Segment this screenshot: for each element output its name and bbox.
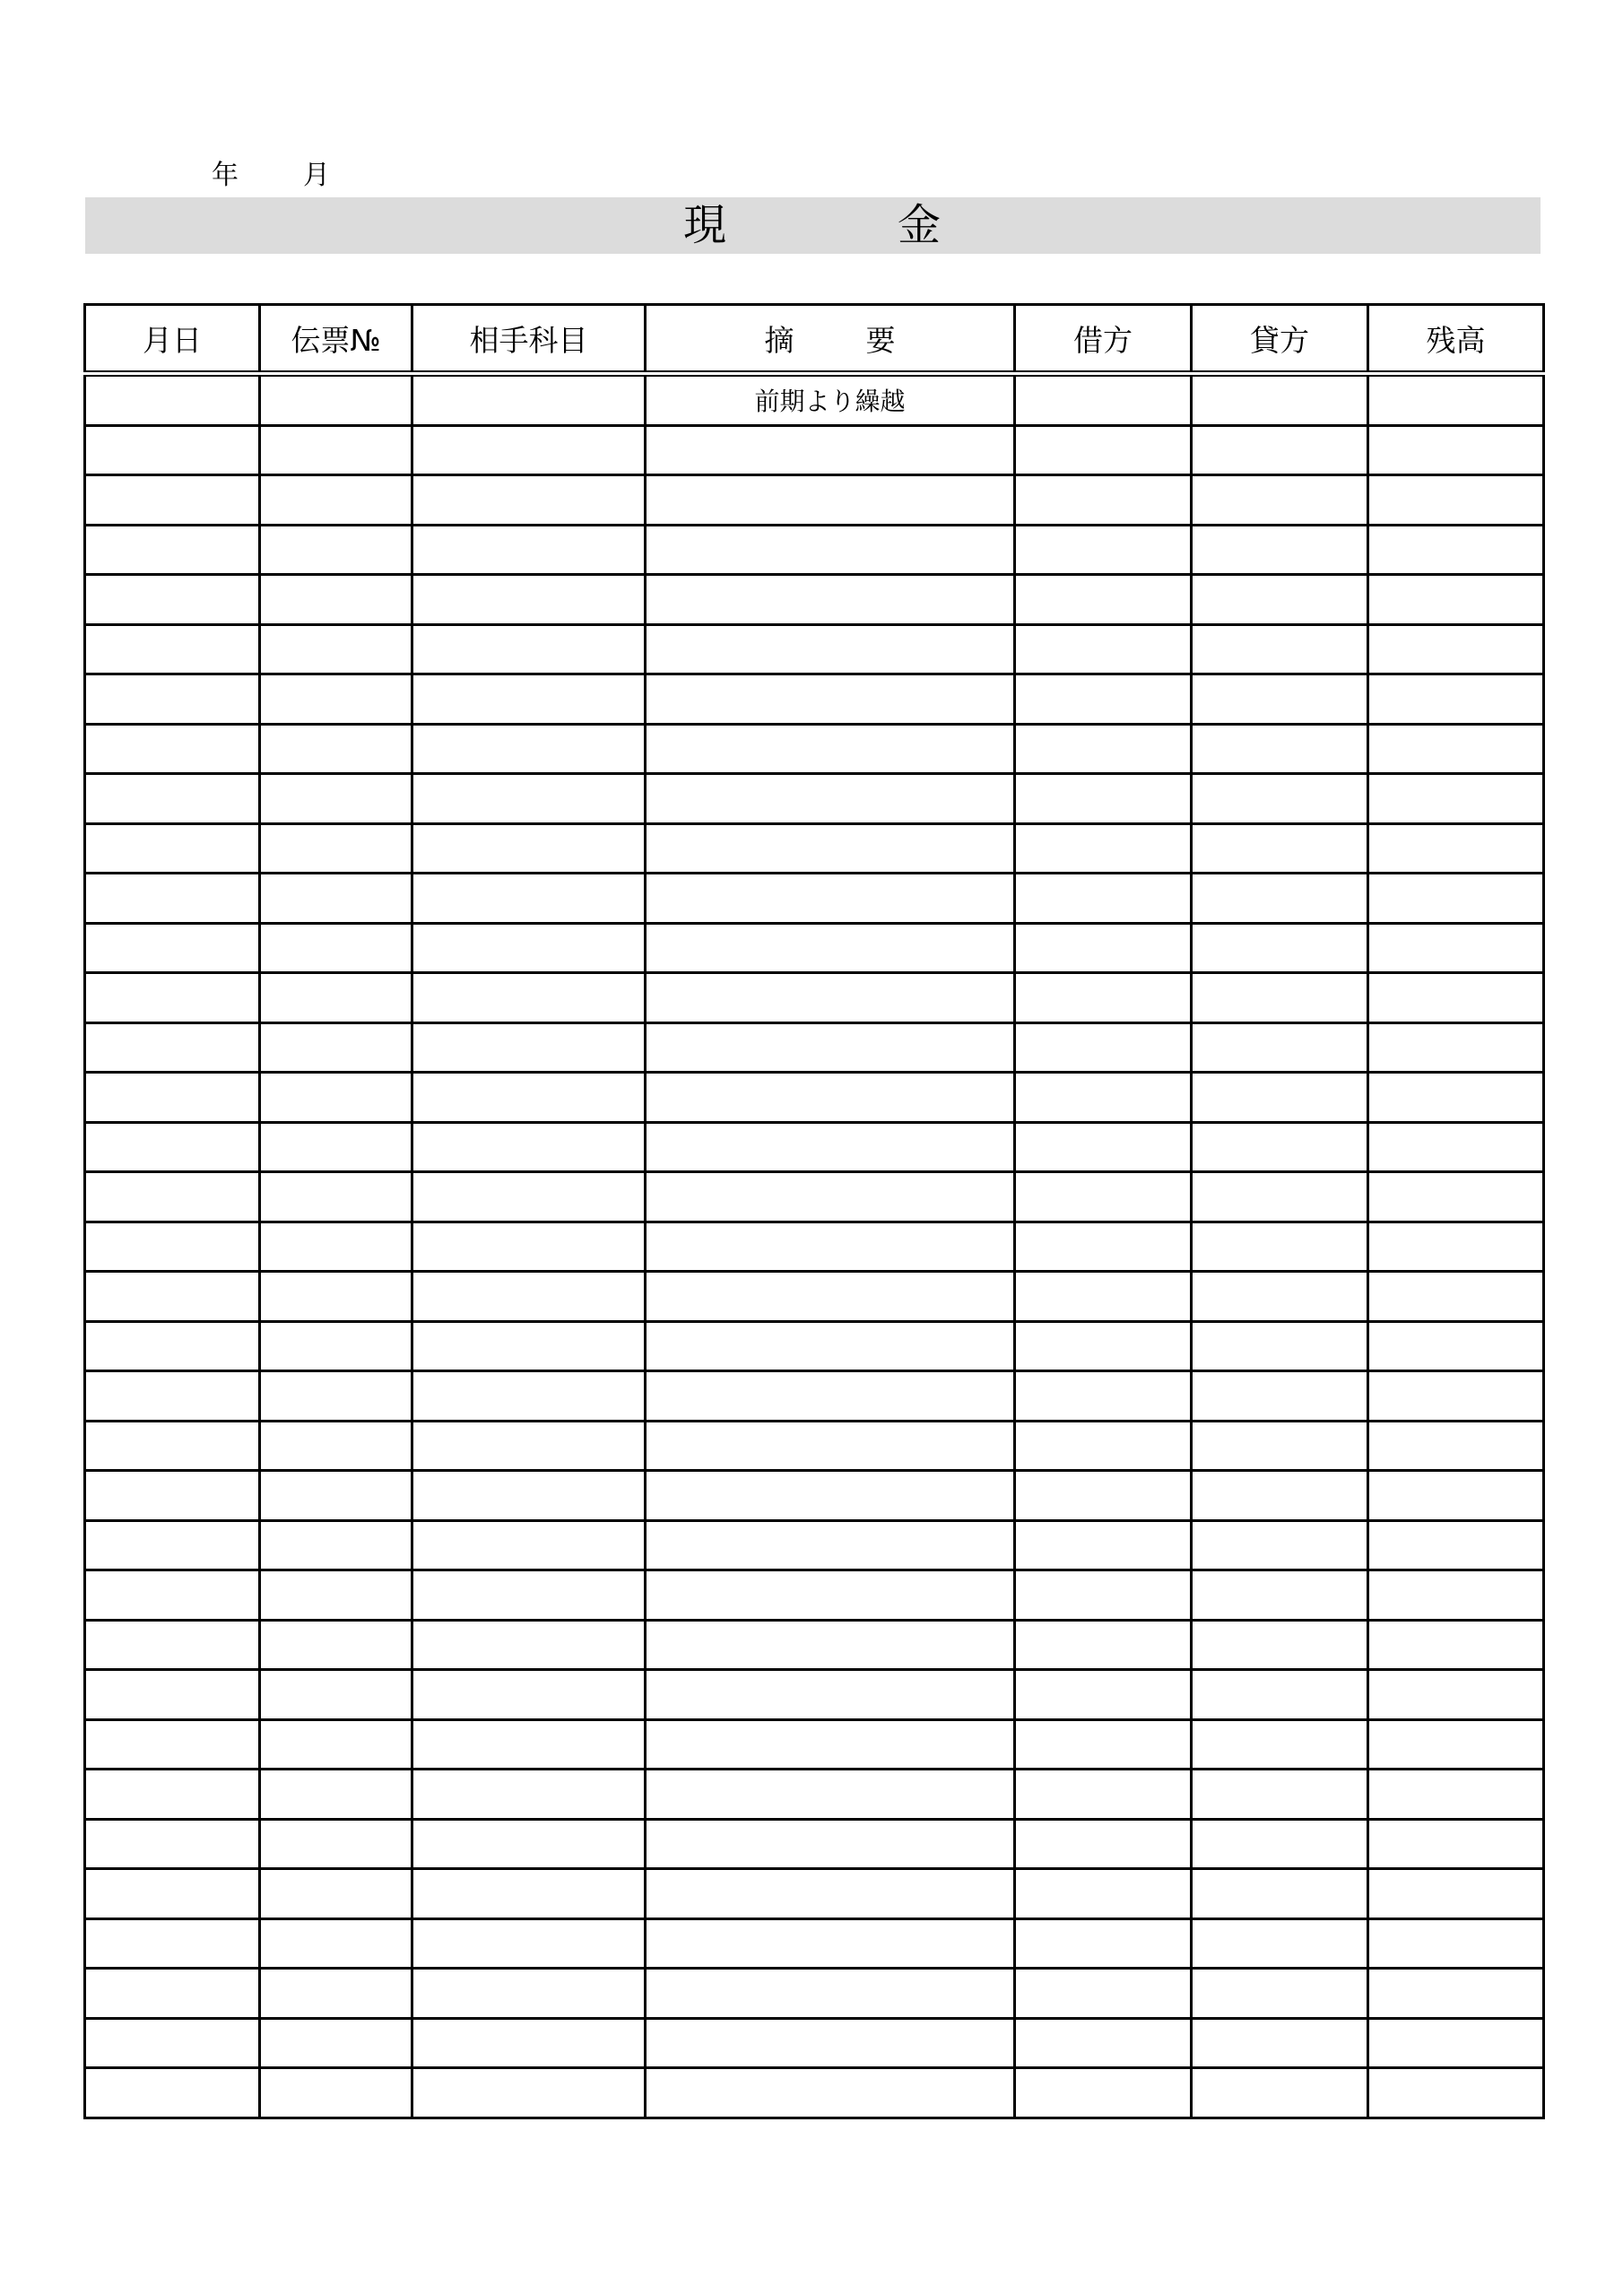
- table-row: [85, 1073, 1544, 1123]
- table-row: [85, 1371, 1544, 1422]
- title-char-2: 金: [898, 200, 942, 250]
- cell-debit[interactable]: [1015, 1770, 1192, 1820]
- cell-voucher-no[interactable]: [260, 774, 412, 824]
- cell-credit[interactable]: [1192, 973, 1368, 1023]
- cell-summary[interactable]: [646, 1222, 1015, 1272]
- cell-account[interactable]: [412, 674, 646, 725]
- cell-summary[interactable]: [646, 774, 1015, 824]
- cell-date[interactable]: [85, 1371, 260, 1422]
- cell-debit[interactable]: [1015, 1172, 1192, 1222]
- cell-credit[interactable]: [1192, 1421, 1368, 1471]
- cell-debit[interactable]: [1015, 2068, 1192, 2118]
- cell-date[interactable]: [85, 425, 260, 475]
- cell-date[interactable]: [85, 1272, 260, 1322]
- cell-debit[interactable]: [1015, 374, 1192, 426]
- cell-date[interactable]: [85, 1022, 260, 1073]
- cell-voucher-no[interactable]: [260, 374, 412, 426]
- cell-credit[interactable]: [1192, 1022, 1368, 1073]
- cell-voucher-no[interactable]: [260, 1918, 412, 1969]
- cell-debit[interactable]: [1015, 1022, 1192, 1073]
- cell-debit[interactable]: [1015, 575, 1192, 625]
- col-header-balance: 残高: [1368, 305, 1544, 374]
- cell-summary[interactable]: [646, 1371, 1015, 1422]
- cell-balance[interactable]: [1368, 1670, 1544, 1720]
- cell-credit[interactable]: [1192, 1520, 1368, 1570]
- table-row: [85, 1272, 1544, 1322]
- cell-summary[interactable]: [646, 1770, 1015, 1820]
- cell-account[interactable]: [412, 1371, 646, 1422]
- cell-summary[interactable]: [646, 425, 1015, 475]
- cell-credit[interactable]: [1192, 674, 1368, 725]
- table-row: [85, 1222, 1544, 1272]
- cell-date[interactable]: [85, 525, 260, 575]
- cell-date[interactable]: [85, 1918, 260, 1969]
- cell-balance[interactable]: [1368, 1770, 1544, 1820]
- cell-debit[interactable]: [1015, 1969, 1192, 2019]
- cell-date[interactable]: [85, 1122, 260, 1172]
- page-title-bar: [85, 197, 1541, 254]
- col-header-summary: [646, 305, 1015, 374]
- cell-account[interactable]: [412, 475, 646, 526]
- cell-account[interactable]: [412, 1520, 646, 1570]
- cell-credit[interactable]: [1192, 1073, 1368, 1123]
- cell-account[interactable]: [412, 1321, 646, 1371]
- cell-credit[interactable]: [1192, 1321, 1368, 1371]
- cell-account[interactable]: [412, 1770, 646, 1820]
- cell-voucher-no[interactable]: [260, 823, 412, 874]
- cell-debit[interactable]: [1015, 1073, 1192, 1123]
- cell-balance[interactable]: [1368, 823, 1544, 874]
- cell-balance[interactable]: [1368, 2068, 1544, 2118]
- cell-debit[interactable]: [1015, 1371, 1192, 1422]
- cell-voucher-no[interactable]: [260, 1620, 412, 1670]
- cell-summary[interactable]: [646, 624, 1015, 674]
- col-header-date: 月日: [85, 305, 260, 374]
- cell-account[interactable]: [412, 874, 646, 924]
- table-row: [85, 1819, 1544, 1869]
- cell-debit[interactable]: [1015, 1272, 1192, 1322]
- cell-date[interactable]: [85, 973, 260, 1023]
- cell-credit[interactable]: [1192, 1570, 1368, 1621]
- cell-debit[interactable]: [1015, 425, 1192, 475]
- cell-account[interactable]: [412, 1172, 646, 1222]
- table-row: [85, 1918, 1544, 1969]
- cell-summary[interactable]: [646, 1719, 1015, 1770]
- cell-debit[interactable]: [1015, 973, 1192, 1023]
- cell-debit[interactable]: [1015, 674, 1192, 725]
- cell-voucher-no[interactable]: [260, 1471, 412, 1521]
- cell-date[interactable]: [85, 1770, 260, 1820]
- year-month-field: [212, 154, 330, 190]
- cell-summary[interactable]: [646, 874, 1015, 924]
- cell-date[interactable]: [85, 475, 260, 526]
- cell-date[interactable]: [85, 923, 260, 973]
- cell-summary[interactable]: [646, 923, 1015, 973]
- cell-account[interactable]: [412, 1073, 646, 1123]
- col-header-account: 相手科目: [412, 305, 646, 374]
- cell-date[interactable]: [85, 1719, 260, 1770]
- cell-voucher-no[interactable]: [260, 1073, 412, 1123]
- cell-summary[interactable]: [646, 1520, 1015, 1570]
- cell-balance[interactable]: [1368, 2018, 1544, 2068]
- cell-account[interactable]: [412, 774, 646, 824]
- cell-date[interactable]: [85, 1172, 260, 1222]
- cell-voucher-no[interactable]: [260, 1570, 412, 1621]
- cell-account[interactable]: [412, 1869, 646, 1919]
- cell-summary[interactable]: 前期より繰越: [646, 374, 1015, 426]
- cell-summary[interactable]: [646, 1620, 1015, 1670]
- cell-balance[interactable]: [1368, 923, 1544, 973]
- cell-balance[interactable]: [1368, 1869, 1544, 1919]
- cell-date[interactable]: [85, 1670, 260, 1720]
- cell-voucher-no[interactable]: [260, 475, 412, 526]
- cell-debit[interactable]: [1015, 1570, 1192, 1621]
- cell-balance[interactable]: [1368, 1073, 1544, 1123]
- cell-voucher-no[interactable]: [260, 874, 412, 924]
- cell-voucher-no[interactable]: [260, 1869, 412, 1919]
- cell-debit[interactable]: [1015, 1222, 1192, 1272]
- cell-balance[interactable]: [1368, 724, 1544, 774]
- cell-voucher-no[interactable]: [260, 1719, 412, 1770]
- cell-date[interactable]: [85, 774, 260, 824]
- cell-date[interactable]: [85, 1073, 260, 1123]
- cell-date[interactable]: [85, 1321, 260, 1371]
- cell-balance[interactable]: [1368, 674, 1544, 725]
- table-row: [85, 525, 1544, 575]
- col-header-summary-2: 要: [865, 322, 896, 358]
- header-row: [85, 305, 1544, 374]
- cell-debit[interactable]: [1015, 724, 1192, 774]
- cell-credit[interactable]: [1192, 923, 1368, 973]
- table-row: [85, 1321, 1544, 1371]
- cell-account[interactable]: [412, 1022, 646, 1073]
- cell-voucher-no[interactable]: [260, 1371, 412, 1422]
- table-row: [85, 2068, 1544, 2118]
- table-row: [85, 823, 1544, 874]
- cell-date[interactable]: [85, 1969, 260, 2019]
- cell-date[interactable]: [85, 874, 260, 924]
- cell-balance[interactable]: [1368, 1719, 1544, 1770]
- cell-voucher-no[interactable]: [260, 425, 412, 475]
- cell-date[interactable]: [85, 2018, 260, 2068]
- cell-credit[interactable]: [1192, 374, 1368, 426]
- cell-account[interactable]: [412, 1819, 646, 1869]
- cell-date[interactable]: [85, 575, 260, 625]
- cell-debit[interactable]: [1015, 1321, 1192, 1371]
- title-char-1: 現: [683, 200, 727, 250]
- cell-balance[interactable]: [1368, 575, 1544, 625]
- cell-summary[interactable]: [646, 1471, 1015, 1521]
- cell-summary[interactable]: [646, 973, 1015, 1023]
- cell-balance[interactable]: [1368, 1969, 1544, 2019]
- cell-summary[interactable]: [646, 1670, 1015, 1720]
- cell-voucher-no[interactable]: [260, 973, 412, 1023]
- cell-debit[interactable]: [1015, 923, 1192, 973]
- cell-balance[interactable]: [1368, 1471, 1544, 1521]
- cell-voucher-no[interactable]: [260, 1969, 412, 2019]
- cell-summary[interactable]: [646, 823, 1015, 874]
- cell-balance[interactable]: [1368, 1918, 1544, 1969]
- cell-summary[interactable]: [646, 724, 1015, 774]
- cell-credit[interactable]: [1192, 1471, 1368, 1521]
- cell-credit[interactable]: [1192, 575, 1368, 625]
- cell-credit[interactable]: [1192, 1969, 1368, 2019]
- cell-voucher-no[interactable]: [260, 674, 412, 725]
- cell-credit[interactable]: [1192, 1272, 1368, 1322]
- cell-debit[interactable]: [1015, 624, 1192, 674]
- cell-voucher-no[interactable]: [260, 1222, 412, 1272]
- cell-date[interactable]: [85, 823, 260, 874]
- cell-voucher-no[interactable]: [260, 1819, 412, 1869]
- cell-summary[interactable]: [646, 1022, 1015, 1073]
- table-row: [85, 1471, 1544, 1521]
- cell-voucher-no[interactable]: [260, 1321, 412, 1371]
- col-header-credit: 貸方: [1192, 305, 1368, 374]
- cell-voucher-no[interactable]: [260, 2068, 412, 2118]
- cell-summary[interactable]: [646, 1172, 1015, 1222]
- cell-voucher-no[interactable]: [260, 1272, 412, 1322]
- cell-voucher-no[interactable]: [260, 624, 412, 674]
- cell-credit[interactable]: [1192, 1371, 1368, 1422]
- cell-account[interactable]: [412, 425, 646, 475]
- cell-summary[interactable]: [646, 1918, 1015, 1969]
- cell-account[interactable]: [412, 823, 646, 874]
- cell-credit[interactable]: [1192, 1222, 1368, 1272]
- cell-balance[interactable]: [1368, 374, 1544, 426]
- cell-balance[interactable]: [1368, 1022, 1544, 1073]
- table-row: [85, 874, 1544, 924]
- cell-balance[interactable]: [1368, 1421, 1544, 1471]
- cell-debit[interactable]: [1015, 1869, 1192, 1919]
- cell-date[interactable]: [85, 1520, 260, 1570]
- cell-voucher-no[interactable]: [260, 525, 412, 575]
- table-row: [85, 1670, 1544, 1720]
- table-row: [85, 1520, 1544, 1570]
- cell-account[interactable]: [412, 973, 646, 1023]
- table-row: [85, 2018, 1544, 2068]
- cell-date[interactable]: [85, 1819, 260, 1869]
- cell-voucher-no[interactable]: [260, 923, 412, 973]
- cell-credit[interactable]: [1192, 624, 1368, 674]
- cell-date[interactable]: [85, 2068, 260, 2118]
- cell-credit[interactable]: [1192, 774, 1368, 824]
- table-row: [85, 475, 1544, 526]
- cell-voucher-no[interactable]: [260, 2018, 412, 2068]
- cell-credit[interactable]: [1192, 1122, 1368, 1172]
- cell-voucher-no[interactable]: [260, 1022, 412, 1073]
- cell-credit[interactable]: [1192, 1172, 1368, 1222]
- cell-summary[interactable]: [646, 1570, 1015, 1621]
- cell-account[interactable]: [412, 923, 646, 973]
- cell-balance[interactable]: [1368, 624, 1544, 674]
- cell-debit[interactable]: [1015, 774, 1192, 824]
- table-row: [85, 1570, 1544, 1621]
- cell-summary[interactable]: [646, 674, 1015, 725]
- cell-account[interactable]: [412, 1570, 646, 1621]
- cell-credit[interactable]: [1192, 425, 1368, 475]
- cell-account[interactable]: [412, 724, 646, 774]
- cell-date[interactable]: [85, 674, 260, 725]
- cell-account[interactable]: [412, 1670, 646, 1720]
- cell-balance[interactable]: [1368, 1321, 1544, 1371]
- cell-account[interactable]: [412, 525, 646, 575]
- cell-account[interactable]: [412, 575, 646, 625]
- col-header-summary-1: 摘: [764, 322, 794, 358]
- cell-account[interactable]: [412, 1122, 646, 1172]
- cell-account[interactable]: [412, 374, 646, 426]
- cell-credit[interactable]: [1192, 1620, 1368, 1670]
- cell-voucher-no[interactable]: [260, 1670, 412, 1720]
- cell-balance[interactable]: [1368, 1371, 1544, 1422]
- cell-account[interactable]: [412, 1421, 646, 1471]
- table-row: [85, 674, 1544, 725]
- cell-debit[interactable]: [1015, 1719, 1192, 1770]
- table-row: [85, 1869, 1544, 1919]
- table-row: [85, 1719, 1544, 1770]
- cell-debit[interactable]: [1015, 1819, 1192, 1869]
- col-header-debit: 借方: [1015, 305, 1192, 374]
- cell-summary[interactable]: [646, 1969, 1015, 2019]
- cell-credit[interactable]: [1192, 1869, 1368, 1919]
- cell-debit[interactable]: [1015, 874, 1192, 924]
- cell-debit[interactable]: [1015, 1122, 1192, 1172]
- cell-date[interactable]: [85, 1620, 260, 1670]
- table-row: [85, 374, 1544, 426]
- cell-balance[interactable]: [1368, 525, 1544, 575]
- cell-balance[interactable]: [1368, 874, 1544, 924]
- cell-debit[interactable]: [1015, 2018, 1192, 2068]
- cell-balance[interactable]: [1368, 1570, 1544, 1621]
- cell-summary[interactable]: [646, 525, 1015, 575]
- table-row: [85, 973, 1544, 1023]
- cell-account[interactable]: [412, 1272, 646, 1322]
- cell-debit[interactable]: [1015, 1471, 1192, 1521]
- cell-voucher-no[interactable]: [260, 1770, 412, 1820]
- cell-date[interactable]: [85, 1222, 260, 1272]
- cell-date[interactable]: [85, 724, 260, 774]
- table-row: [85, 724, 1544, 774]
- cell-balance[interactable]: [1368, 1122, 1544, 1172]
- cell-balance[interactable]: [1368, 1620, 1544, 1670]
- cell-date[interactable]: [85, 1570, 260, 1621]
- cell-credit[interactable]: [1192, 2018, 1368, 2068]
- cell-summary[interactable]: [646, 1073, 1015, 1123]
- cell-account[interactable]: [412, 2068, 646, 2118]
- cell-debit[interactable]: [1015, 475, 1192, 526]
- cell-credit[interactable]: [1192, 874, 1368, 924]
- cell-summary[interactable]: [646, 2018, 1015, 2068]
- table-row: [85, 1770, 1544, 1820]
- cell-summary[interactable]: [646, 575, 1015, 625]
- cell-balance[interactable]: [1368, 475, 1544, 526]
- cell-date[interactable]: [85, 1421, 260, 1471]
- cell-credit[interactable]: [1192, 1670, 1368, 1720]
- cell-credit[interactable]: [1192, 525, 1368, 575]
- table-row: [85, 1022, 1544, 1073]
- cell-voucher-no[interactable]: [260, 1421, 412, 1471]
- cell-balance[interactable]: [1368, 1222, 1544, 1272]
- cell-account[interactable]: [412, 1969, 646, 2019]
- cell-date[interactable]: [85, 624, 260, 674]
- cell-summary[interactable]: [646, 1321, 1015, 1371]
- cell-credit[interactable]: [1192, 1819, 1368, 1869]
- cell-debit[interactable]: [1015, 1421, 1192, 1471]
- cell-balance[interactable]: [1368, 1272, 1544, 1322]
- table-row: [85, 1122, 1544, 1172]
- cell-balance[interactable]: [1368, 973, 1544, 1023]
- cell-balance[interactable]: [1368, 774, 1544, 824]
- cell-credit[interactable]: [1192, 1719, 1368, 1770]
- cash-ledger-table: [83, 303, 1545, 2119]
- cell-debit[interactable]: [1015, 1520, 1192, 1570]
- table-row: [85, 1421, 1544, 1471]
- cell-debit[interactable]: [1015, 525, 1192, 575]
- cell-voucher-no[interactable]: [260, 1172, 412, 1222]
- cell-credit[interactable]: [1192, 475, 1368, 526]
- cell-debit[interactable]: [1015, 1620, 1192, 1670]
- cell-account[interactable]: [412, 2018, 646, 2068]
- cell-debit[interactable]: [1015, 1918, 1192, 1969]
- cell-credit[interactable]: [1192, 2068, 1368, 2118]
- col-header-voucher-no: 伝票№: [260, 305, 412, 374]
- cell-account[interactable]: [412, 1719, 646, 1770]
- cell-voucher-no[interactable]: [260, 1122, 412, 1172]
- cell-account[interactable]: [412, 1620, 646, 1670]
- cell-date[interactable]: [85, 1471, 260, 1521]
- cell-credit[interactable]: [1192, 1918, 1368, 1969]
- cell-account[interactable]: [412, 624, 646, 674]
- table-row: [85, 923, 1544, 973]
- cell-summary[interactable]: [646, 1122, 1015, 1172]
- cell-voucher-no[interactable]: [260, 1520, 412, 1570]
- cell-voucher-no[interactable]: [260, 724, 412, 774]
- table-row: [85, 774, 1544, 824]
- cell-balance[interactable]: [1368, 425, 1544, 475]
- cell-summary[interactable]: [646, 475, 1015, 526]
- cell-credit[interactable]: [1192, 1770, 1368, 1820]
- table-row: [85, 425, 1544, 475]
- cell-balance[interactable]: [1368, 1819, 1544, 1869]
- year-label: 年: [212, 160, 239, 191]
- cell-date[interactable]: [85, 374, 260, 426]
- cell-debit[interactable]: [1015, 823, 1192, 874]
- cell-balance[interactable]: [1368, 1520, 1544, 1570]
- cell-balance[interactable]: [1368, 1172, 1544, 1222]
- cell-date[interactable]: [85, 1869, 260, 1919]
- cell-credit[interactable]: [1192, 823, 1368, 874]
- table-row: [85, 1172, 1544, 1222]
- cell-account[interactable]: [412, 1222, 646, 1272]
- cell-voucher-no[interactable]: [260, 575, 412, 625]
- cell-summary[interactable]: [646, 2068, 1015, 2118]
- cell-summary[interactable]: [646, 1869, 1015, 1919]
- table-row: [85, 1620, 1544, 1670]
- month-label: 月: [303, 160, 330, 191]
- cell-summary[interactable]: [646, 1819, 1015, 1869]
- cell-account[interactable]: [412, 1471, 646, 1521]
- cell-debit[interactable]: [1015, 1670, 1192, 1720]
- table-row: [85, 1969, 1544, 2019]
- cell-credit[interactable]: [1192, 724, 1368, 774]
- table-row: [85, 575, 1544, 625]
- cell-summary[interactable]: [646, 1421, 1015, 1471]
- cell-account[interactable]: [412, 1918, 646, 1969]
- table-row: [85, 624, 1544, 674]
- cell-summary[interactable]: [646, 1272, 1015, 1322]
